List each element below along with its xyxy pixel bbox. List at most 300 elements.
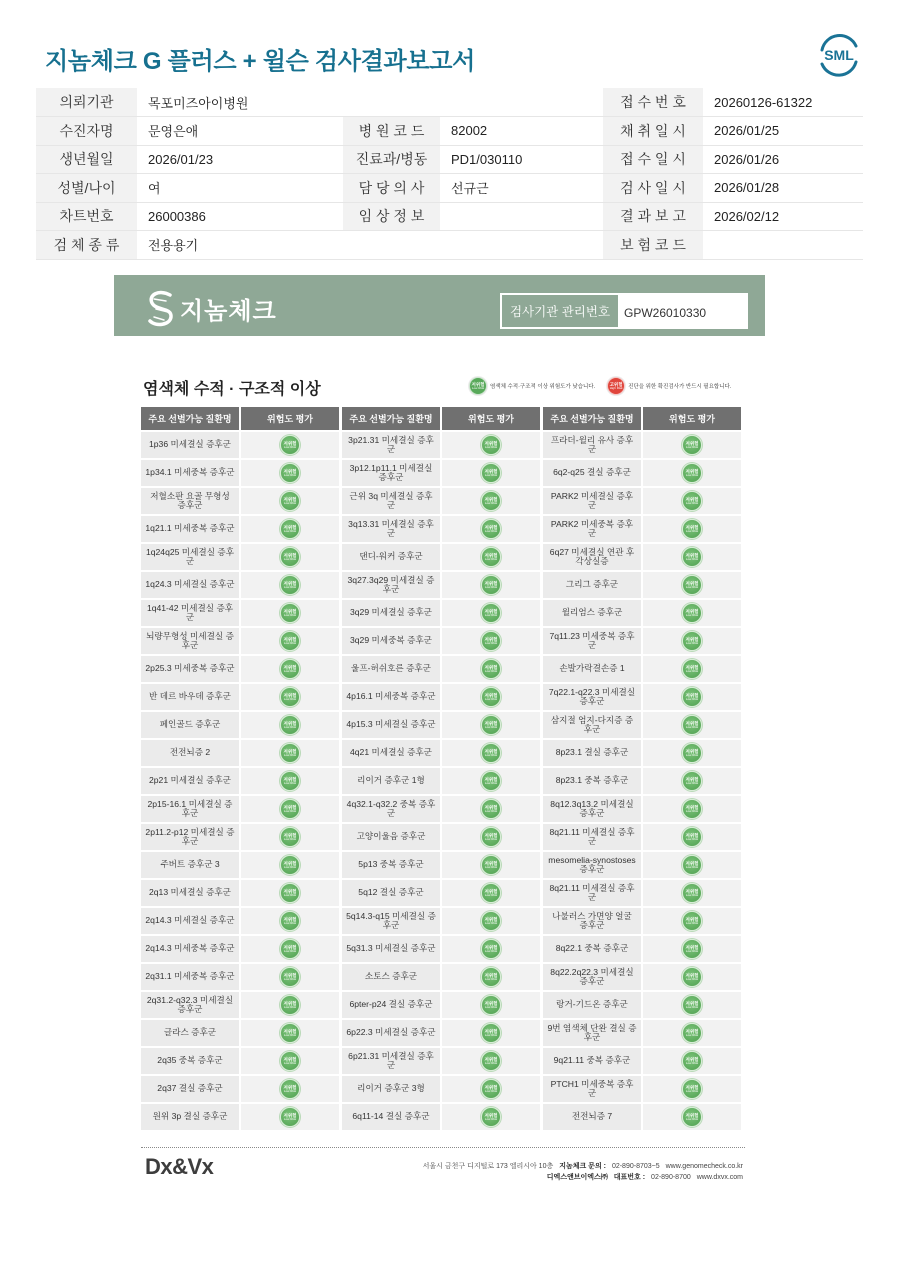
risk-cell — [442, 628, 540, 654]
low-risk-badge-icon — [481, 519, 501, 539]
table-row-group — [141, 824, 339, 850]
risk-cell — [241, 1020, 339, 1046]
risk-sub-label: Low Risk — [685, 808, 699, 813]
risk-sub-label: Low Risk — [484, 752, 498, 757]
table-row — [141, 432, 745, 458]
risk-label: 저위험 — [484, 496, 498, 502]
table-row-group — [543, 880, 741, 906]
risk-label: 저위험 — [685, 468, 699, 474]
disease-name: 주버트 증후군 3 — [141, 852, 239, 878]
low-risk-badge-icon — [280, 715, 300, 735]
risk-cell — [241, 600, 339, 626]
disease-name: 6q11-14 결실 증후군 — [342, 1104, 440, 1130]
risk-sub-label: Low Risk — [283, 500, 297, 505]
risk-sub-label: Low Risk — [283, 920, 297, 925]
risk-label: 저위험 — [685, 580, 699, 586]
table-row — [141, 796, 745, 822]
disease-name: 8q21.11 미세결실 증후군 — [543, 880, 641, 906]
disease-name: 반 데르 바우데 증후군 — [141, 684, 239, 710]
disease-name: 2q13 미세결실 증후군 — [141, 880, 239, 906]
table-row-group — [141, 712, 339, 738]
disease-name: 8q22.2q22.3 미세결실 증후군 — [543, 964, 641, 990]
disease-name: 8p23.1 결실 증후군 — [543, 740, 641, 766]
chart-no-value: 26000386 — [137, 202, 343, 231]
footer-line-1 — [419, 1161, 743, 1171]
disease-name: 2q37 결실 증후군 — [141, 1076, 239, 1102]
table-row-group — [342, 796, 540, 822]
risk-label: 저위험 — [283, 496, 297, 502]
table-row-group — [141, 1020, 339, 1046]
legend-item-low-risk — [469, 377, 595, 395]
table-row — [141, 656, 745, 682]
table-row-group — [141, 740, 339, 766]
legend-low-risk-label: 저위험 — [471, 381, 485, 387]
risk-column-header: 위험도 평가 — [442, 407, 540, 430]
disease-name: 3q29 미세중복 증후군 — [342, 628, 440, 654]
low-risk-badge-icon — [682, 967, 702, 987]
risk-sub-label: Low Risk — [484, 808, 498, 813]
received-value: 2026/01/26 — [703, 145, 863, 174]
low-risk-badge-icon — [280, 491, 300, 511]
disease-column-header: 주요 선별가능 질환명 — [543, 407, 641, 430]
table-row-group — [543, 712, 741, 738]
risk-label: 저위험 — [283, 748, 297, 754]
risk-cell — [643, 488, 741, 514]
insurance-code-value — [703, 231, 863, 260]
risk-sub-label: Low Risk — [685, 528, 699, 533]
low-risk-badge-icon — [280, 631, 300, 651]
risk-cell — [241, 516, 339, 542]
doctor-value: 선규근 — [440, 174, 603, 203]
risk-label: 저위험 — [685, 1056, 699, 1062]
low-risk-badge-icon — [682, 799, 702, 819]
risk-cell — [643, 740, 741, 766]
disease-name: 리이거 증후군 3형 — [342, 1076, 440, 1102]
risk-sub-label: Low Risk — [283, 892, 297, 897]
risk-cell — [643, 684, 741, 710]
management-number-box — [500, 293, 748, 329]
risk-cell — [643, 656, 741, 682]
risk-sub-label: Low Risk — [685, 472, 699, 477]
table-row-group — [342, 824, 540, 850]
legend-high-risk-label: 고위험 — [609, 381, 623, 387]
table-row-group — [141, 656, 339, 682]
risk-cell — [442, 1048, 540, 1074]
risk-column-header: 위험도 평가 — [643, 407, 741, 430]
risk-sub-label: Low Risk — [283, 696, 297, 701]
risk-cell — [241, 1104, 339, 1130]
high-risk-legend-icon — [607, 377, 625, 395]
footer-company: 디엑스앤브이엑스㈜ — [546, 1174, 608, 1181]
risk-cell — [241, 544, 339, 570]
table-row-group — [141, 1048, 339, 1074]
risk-label: 저위험 — [685, 860, 699, 866]
risk-sub-label: Low Risk — [685, 696, 699, 701]
risk-cell — [643, 908, 741, 934]
risk-label: 저위험 — [685, 636, 699, 642]
risk-label: 저위험 — [685, 832, 699, 838]
risk-cell — [442, 852, 540, 878]
legend-low-risk-sub: Low Risk — [471, 385, 485, 390]
disease-name: 3p12.1p11.1 미세결실 증후군 — [342, 460, 440, 486]
low-risk-badge-icon — [280, 463, 300, 483]
risk-sub-label: Low Risk — [484, 724, 498, 729]
risk-sub-label: Low Risk — [685, 948, 699, 953]
disease-name: 3p21.31 미세결실 증후군 — [342, 432, 440, 458]
table-row-group — [543, 460, 741, 486]
table-row — [141, 572, 745, 598]
disease-name: 5q14.3-q15 미세결실 증후군 — [342, 908, 440, 934]
table-row-group — [543, 488, 741, 514]
low-risk-badge-icon — [682, 743, 702, 763]
risk-cell — [241, 1076, 339, 1102]
table-row — [141, 740, 745, 766]
table-row-group — [543, 824, 741, 850]
dob-value: 2026/01/23 — [137, 145, 343, 174]
risk-label: 저위험 — [283, 944, 297, 950]
risk-sub-label: Low Risk — [283, 724, 297, 729]
disease-name: 랑거-기드온 증후군 — [543, 992, 641, 1018]
table-row-group — [342, 908, 540, 934]
risk-label: 저위험 — [283, 440, 297, 446]
risk-cell — [643, 432, 741, 458]
risk-label: 저위험 — [484, 776, 498, 782]
disease-name: 1q24.3 미세결실 증후군 — [141, 572, 239, 598]
disease-name: PARK2 미세중복 증후군 — [543, 516, 641, 542]
table-row-group — [141, 880, 339, 906]
risk-label: 저위험 — [685, 916, 699, 922]
risk-cell — [442, 1076, 540, 1102]
disease-name: 6q2-q25 결실 증후군 — [543, 460, 641, 486]
risk-cell — [442, 544, 540, 570]
table-row-group — [342, 432, 540, 458]
risk-sub-label: Low Risk — [685, 780, 699, 785]
risk-cell — [643, 1048, 741, 1074]
risk-sub-label: Low Risk — [685, 836, 699, 841]
risk-legend — [469, 376, 745, 396]
receipt-no-value: 20260126-61322 — [703, 88, 863, 117]
low-risk-badge-icon — [481, 659, 501, 679]
table-row-group — [141, 684, 339, 710]
disease-column-header: 주요 선별가능 질환명 — [342, 407, 440, 430]
institution-value: 목포미즈아이병원 — [137, 88, 603, 117]
table-row-group — [342, 1076, 540, 1102]
table-row-group — [543, 768, 741, 794]
low-risk-badge-icon — [682, 855, 702, 875]
disease-name: 원위 3p 결실 증후군 — [141, 1104, 239, 1130]
disease-name: 1q24q25 미세결실 증후군 — [141, 544, 239, 570]
low-risk-badge-icon — [682, 575, 702, 595]
risk-cell — [241, 460, 339, 486]
table-row — [141, 516, 745, 542]
low-risk-badge-icon — [481, 1023, 501, 1043]
footer-divider — [141, 1147, 745, 1148]
table-row — [141, 628, 745, 654]
legend-low-risk-text: 염색체 수적·구조적 이상 위험도가 낮습니다. — [490, 384, 596, 390]
clinical-info-label: 임 상 정 보 — [343, 202, 440, 231]
institution-label: 의뢰기관 — [36, 88, 137, 117]
risk-label: 저위험 — [283, 804, 297, 810]
low-risk-badge-icon — [280, 939, 300, 959]
table-row-group — [141, 1076, 339, 1102]
disease-name: 댄디-워커 증후군 — [342, 544, 440, 570]
risk-sub-label: Low Risk — [283, 1088, 297, 1093]
risk-cell — [442, 712, 540, 738]
risk-sub-label: Low Risk — [685, 864, 699, 869]
risk-sub-label: Low Risk — [484, 920, 498, 925]
low-risk-badge-icon — [481, 631, 501, 651]
low-risk-badge-icon — [481, 1079, 501, 1099]
risk-label: 저위험 — [685, 972, 699, 978]
table-row-group — [141, 628, 339, 654]
legend-high-risk-text: 진단을 위한 확진검사가 반드시 필요합니다. — [628, 384, 732, 390]
sml-logo-text: SML — [824, 47, 854, 63]
table-row-group — [342, 768, 540, 794]
low-risk-badge-icon — [682, 603, 702, 623]
risk-label: 저위험 — [484, 524, 498, 530]
info-row — [36, 231, 863, 260]
genomecheck-banner — [114, 275, 765, 336]
risk-label: 저위험 — [685, 664, 699, 670]
table-row — [141, 488, 745, 514]
table-row-group — [342, 516, 540, 542]
risk-label: 저위험 — [283, 1084, 297, 1090]
hospital-code-value: 82002 — [440, 117, 603, 146]
low-risk-badge-icon — [682, 911, 702, 931]
risk-label: 저위험 — [484, 748, 498, 754]
risk-label: 저위험 — [484, 860, 498, 866]
risk-sub-label: Low Risk — [283, 640, 297, 645]
risk-cell — [241, 656, 339, 682]
risk-sub-label: Low Risk — [283, 668, 297, 673]
risk-label: 저위험 — [484, 664, 498, 670]
table-row-group — [141, 516, 339, 542]
risk-label: 저위험 — [283, 636, 297, 642]
table-row-group — [543, 796, 741, 822]
low-risk-badge-icon — [280, 799, 300, 819]
collected-value: 2026/01/25 — [703, 117, 863, 146]
disease-name: 2q14.3 미세중복 증후군 — [141, 936, 239, 962]
table-row — [141, 600, 745, 626]
risk-cell — [241, 432, 339, 458]
footer-address: 서울시 금천구 디지털로 173 엘리시아 10층 — [422, 1163, 554, 1170]
risk-sub-label: Low Risk — [685, 752, 699, 757]
risk-cell — [643, 880, 741, 906]
table-row-group — [141, 768, 339, 794]
risk-label: 저위험 — [685, 608, 699, 614]
risk-label: 저위험 — [685, 552, 699, 558]
risk-sub-label: Low Risk — [484, 1032, 498, 1037]
doctor-label: 담 당 의 사 — [343, 174, 440, 203]
section-title: 염색체 수적 · 구조적 이상 — [143, 381, 321, 398]
table-row-group — [543, 572, 741, 598]
table-row-group — [141, 460, 339, 486]
table-row-group — [141, 1104, 339, 1130]
risk-cell — [241, 1048, 339, 1074]
disease-name: 8q22.1 중복 증후군 — [543, 936, 641, 962]
risk-cell — [643, 572, 741, 598]
table-row-group — [543, 852, 741, 878]
risk-cell — [241, 796, 339, 822]
risk-sub-label: Low Risk — [484, 612, 498, 617]
low-risk-badge-icon — [280, 575, 300, 595]
risk-cell — [643, 1076, 741, 1102]
table-row — [141, 824, 745, 850]
table-row — [141, 768, 745, 794]
risk-sub-label: Low Risk — [484, 444, 498, 449]
risk-label: 저위험 — [283, 916, 297, 922]
risk-label: 저위험 — [685, 804, 699, 810]
low-risk-badge-icon — [280, 1107, 300, 1127]
risk-sub-label: Low Risk — [685, 976, 699, 981]
table-row-group — [543, 1048, 741, 1074]
disease-name: 2p21 미세결실 증후군 — [141, 768, 239, 794]
table-body — [141, 432, 745, 1130]
dept-value: PD1/030110 — [440, 145, 603, 174]
risk-cell — [442, 824, 540, 850]
table-row-group — [141, 852, 339, 878]
table-row-group — [342, 600, 540, 626]
low-risk-badge-icon — [481, 911, 501, 931]
disease-name: 삼지절 엄지-다지증 증후군 — [543, 712, 641, 738]
risk-label: 저위험 — [484, 468, 498, 474]
table-row-group — [543, 740, 741, 766]
low-risk-badge-icon — [481, 1107, 501, 1127]
risk-cell — [241, 824, 339, 850]
risk-label: 저위험 — [283, 1056, 297, 1062]
risk-label: 저위험 — [283, 692, 297, 698]
risk-cell — [643, 516, 741, 542]
disease-name: 2q14.3 미세결실 증후군 — [141, 908, 239, 934]
risk-sub-label: Low Risk — [685, 668, 699, 673]
risk-sub-label: Low Risk — [685, 1004, 699, 1009]
table-row-group — [543, 936, 741, 962]
disease-name: 울프-허쉬호른 증후군 — [342, 656, 440, 682]
risk-label: 저위험 — [685, 944, 699, 950]
disease-name: mesomelia-synostoses 증후군 — [543, 852, 641, 878]
table-row-group — [342, 544, 540, 570]
disease-name: 2p15-16.1 미세결실 증후군 — [141, 796, 239, 822]
low-risk-badge-icon — [481, 1051, 501, 1071]
tested-label: 검 사 일 시 — [603, 174, 703, 203]
clinical-info-value — [440, 202, 603, 231]
risk-label: 저위험 — [484, 804, 498, 810]
risk-sub-label: Low Risk — [484, 1088, 498, 1093]
risk-sub-label: Low Risk — [283, 612, 297, 617]
risk-cell — [442, 1104, 540, 1130]
table-row-group — [543, 516, 741, 542]
disease-name: 8q12.3q13.2 미세결실 증후군 — [543, 796, 641, 822]
risk-cell — [643, 1020, 741, 1046]
disease-name: 프라더-윌리 유사 증후군 — [543, 432, 641, 458]
disease-name: 4q32.1-q32.2 중복 증후군 — [342, 796, 440, 822]
risk-cell — [241, 852, 339, 878]
disease-name: 7q22.1-q22.3 미세결실 증후군 — [543, 684, 641, 710]
risk-label: 저위험 — [283, 664, 297, 670]
disease-name: PTCH1 미세중복 증후군 — [543, 1076, 641, 1102]
table-row-group — [543, 432, 741, 458]
table-row — [141, 1076, 745, 1102]
risk-sub-label: Low Risk — [685, 444, 699, 449]
info-row — [36, 174, 863, 203]
risk-cell — [241, 768, 339, 794]
table-row — [141, 712, 745, 738]
footer-website-dxvx: www.dxvx.com — [696, 1174, 743, 1181]
low-risk-badge-icon — [682, 463, 702, 483]
risk-cell — [643, 600, 741, 626]
specimen-label: 검 체 종 류 — [36, 231, 137, 260]
low-risk-badge-icon — [481, 603, 501, 623]
table-row — [141, 544, 745, 570]
sex-age-label: 성별/나이 — [36, 174, 137, 203]
risk-sub-label: Low Risk — [484, 1116, 498, 1121]
risk-sub-label: Low Risk — [484, 976, 498, 981]
received-label: 접 수 일 시 — [603, 145, 703, 174]
risk-cell — [442, 964, 540, 990]
dob-label: 생년월일 — [36, 145, 137, 174]
collected-label: 채 취 일 시 — [603, 117, 703, 146]
low-risk-badge-icon — [682, 1107, 702, 1127]
table-row-group — [543, 964, 741, 990]
risk-sub-label: Low Risk — [685, 1032, 699, 1037]
low-risk-legend-icon — [469, 377, 487, 395]
low-risk-badge-icon — [280, 687, 300, 707]
table-row-group — [141, 432, 339, 458]
low-risk-badge-icon — [682, 883, 702, 903]
table-row — [141, 880, 745, 906]
risk-label: 저위험 — [283, 468, 297, 474]
risk-sub-label: Low Risk — [484, 892, 498, 897]
risk-label: 저위험 — [685, 1000, 699, 1006]
disease-name: 6pter-p24 결실 증후군 — [342, 992, 440, 1018]
table-row-group — [342, 880, 540, 906]
risk-sub-label: Low Risk — [484, 556, 498, 561]
risk-label: 저위험 — [685, 888, 699, 894]
table-row-group — [342, 992, 540, 1018]
risk-sub-label: Low Risk — [283, 1060, 297, 1065]
tested-value: 2026/01/28 — [703, 174, 863, 203]
risk-cell — [241, 880, 339, 906]
risk-cell — [643, 796, 741, 822]
risk-label: 저위험 — [283, 1028, 297, 1034]
table-row — [141, 1020, 745, 1046]
risk-sub-label: Low Risk — [484, 864, 498, 869]
low-risk-badge-icon — [481, 995, 501, 1015]
low-risk-badge-icon — [481, 547, 501, 567]
disease-name: 2p11.2-p12 미세결실 증후군 — [141, 824, 239, 850]
risk-label: 저위험 — [685, 1084, 699, 1090]
risk-label: 저위험 — [484, 580, 498, 586]
risk-label: 저위험 — [484, 916, 498, 922]
disease-name: 4p16.1 미세중복 증후군 — [342, 684, 440, 710]
risk-sub-label: Low Risk — [283, 808, 297, 813]
low-risk-badge-icon — [481, 799, 501, 819]
risk-cell — [643, 460, 741, 486]
risk-sub-label: Low Risk — [484, 1004, 498, 1009]
low-risk-badge-icon — [280, 995, 300, 1015]
risk-cell — [241, 936, 339, 962]
low-risk-badge-icon — [682, 687, 702, 707]
table-row-group — [342, 628, 540, 654]
table-row-group — [342, 684, 540, 710]
low-risk-badge-icon — [682, 995, 702, 1015]
disease-name: 나불러스 가면양 얼굴 증후군 — [543, 908, 641, 934]
table-header-row — [141, 407, 745, 430]
table-row-group — [141, 572, 339, 598]
risk-label: 저위험 — [685, 1112, 699, 1118]
risk-label: 저위험 — [484, 1112, 498, 1118]
risk-cell — [442, 992, 540, 1018]
